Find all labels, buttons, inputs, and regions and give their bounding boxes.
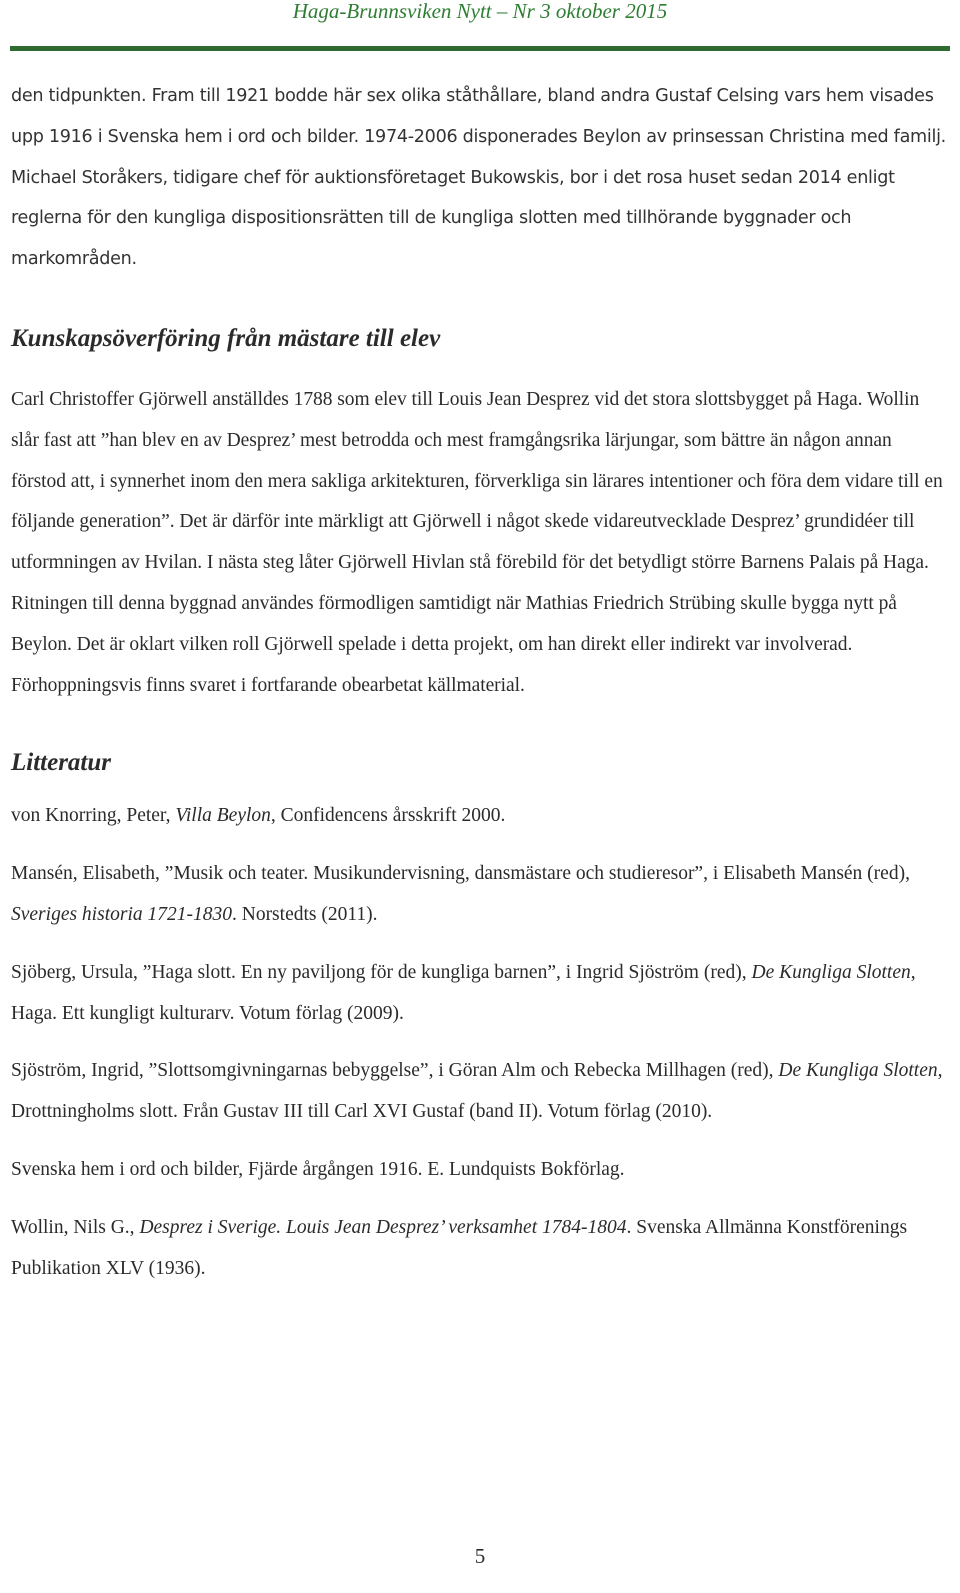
reference-list: [11, 796, 946, 1289]
ref-text: . Norstedts (2011).: [231, 903, 378, 925]
page-number: 5: [474, 1544, 486, 1568]
ref-text: Svenska hem i ord och bilder, Fjärde årgången 1916. E. Lundquists Bokförlag.: [11, 1158, 625, 1180]
ref-title: De Kungliga Slotten: [751, 961, 911, 983]
reference-item: [11, 1208, 946, 1290]
ref-text: , Drottningholms slott. Från Gustav III till Carl XVI Gustaf (band II). Votum förlag (2010).: [11, 1060, 943, 1123]
ref-text: , Confidencens årsskrift 2000.: [270, 805, 506, 827]
knowledge-paragraph: Carl Christoffer Gjörwell anställdes 1788 som elev till Louis Jean Desprez vid det stora slottsbygget på Haga. Wollin slår fast att ”han blev en av Desprez’ mest betrodda och mest framgångsrika lärjungar, som bättre än någon annan förstod att, i synnerhet inom den mera sakliga arkitekturen, förverkliga sin lärares intentioner och föra dem vidare till en följande generation”. Det är därför inte märkligt att Gjörwell i något skede vidareutvecklade Desprez’ grundidéer till utformningen av Hvilan. I nästa steg låter Gjörwell Hivlan stå förebild för det betydligt större Barnens Palais på Haga. Ritningen till denna byggnad användes förmodligen samtidigt när Mathias Friedrich Strübing skulle bygga nytt på Beylon. Det är oklart vilken roll Gjörwell spelade i detta projekt, om han direkt eller indirekt var involverad. Förhoppningsvis finns svaret i fortfarande obearbetat källmaterial.: [11, 388, 943, 696]
ref-title: Desprez i Sverige. Louis Jean Desprez’ verksamhet 1784-1804: [139, 1216, 627, 1238]
ref-text: , Haga. Ett kungligt kulturarv. Votum förlag (2009).: [11, 961, 916, 1024]
header-divider: [10, 46, 950, 51]
ref-title: De Kungliga Slotten: [778, 1060, 938, 1082]
reference-item: [11, 854, 946, 936]
reference-item: [11, 953, 946, 1035]
reference-item: [11, 1150, 946, 1191]
page-header: [0, 0, 960, 52]
ref-text: . Svenska Allmänna Konstförenings Publikation XLV (1936).: [11, 1216, 908, 1279]
ref-title: Sveriges historia 1721-1830: [11, 903, 232, 925]
section-heading-literature: Litteratur: [11, 749, 112, 777]
ref-text: Wollin, Nils G.,: [11, 1216, 140, 1238]
ref-text: von Knorring, Peter,: [11, 805, 176, 827]
reference-item: [11, 1051, 946, 1133]
ref-title: Villa Beylon: [175, 805, 271, 827]
article-body: [11, 76, 946, 1306]
reference-item: [11, 796, 946, 837]
ref-text: Sjöström, Ingrid, ”Slottsomgivningarnas bebyggelse”, i Göran Alm och Rebecka Millhagen (red),: [11, 1060, 779, 1082]
ref-text: Mansén, Elisabeth, ”Musik och teater. Musikundervisning, dansmästare och studieresor”, i Elisabeth Mansén (red),: [11, 863, 910, 885]
intro-text-1: den tidpunkten. Fram till 1921 bodde här sex olika ståthållare, bland andra Gustaf Celsing vars hem visades upp 1916 i Svenska hem i ord och bilder. 1974-2006 disponerades Beylon av prinsessan Christina med familj.: [11, 86, 946, 147]
intro-text-2: Michael Storåkers, tidigare chef för auktionsföretaget Bukowskis, bor i det rosa huset sedan 2014 enligt reglerna för den kungliga dispositionsrätten till de kungliga slotten med tillhörande byggnader och markområden.: [11, 167, 895, 270]
newsletter-title: Haga-Brunnsviken Nytt – Nr 3 oktober 2015: [292, 0, 668, 23]
intro-paragraph: [11, 76, 946, 280]
ref-text: Sjöberg, Ursula, ”Haga slott. En ny paviljong för de kungliga barnen”, i Ingrid Sjöström (red),: [11, 961, 752, 983]
section-heading-knowledge-transfer: Kunskapsöverföring från mästare till elev: [11, 324, 441, 352]
